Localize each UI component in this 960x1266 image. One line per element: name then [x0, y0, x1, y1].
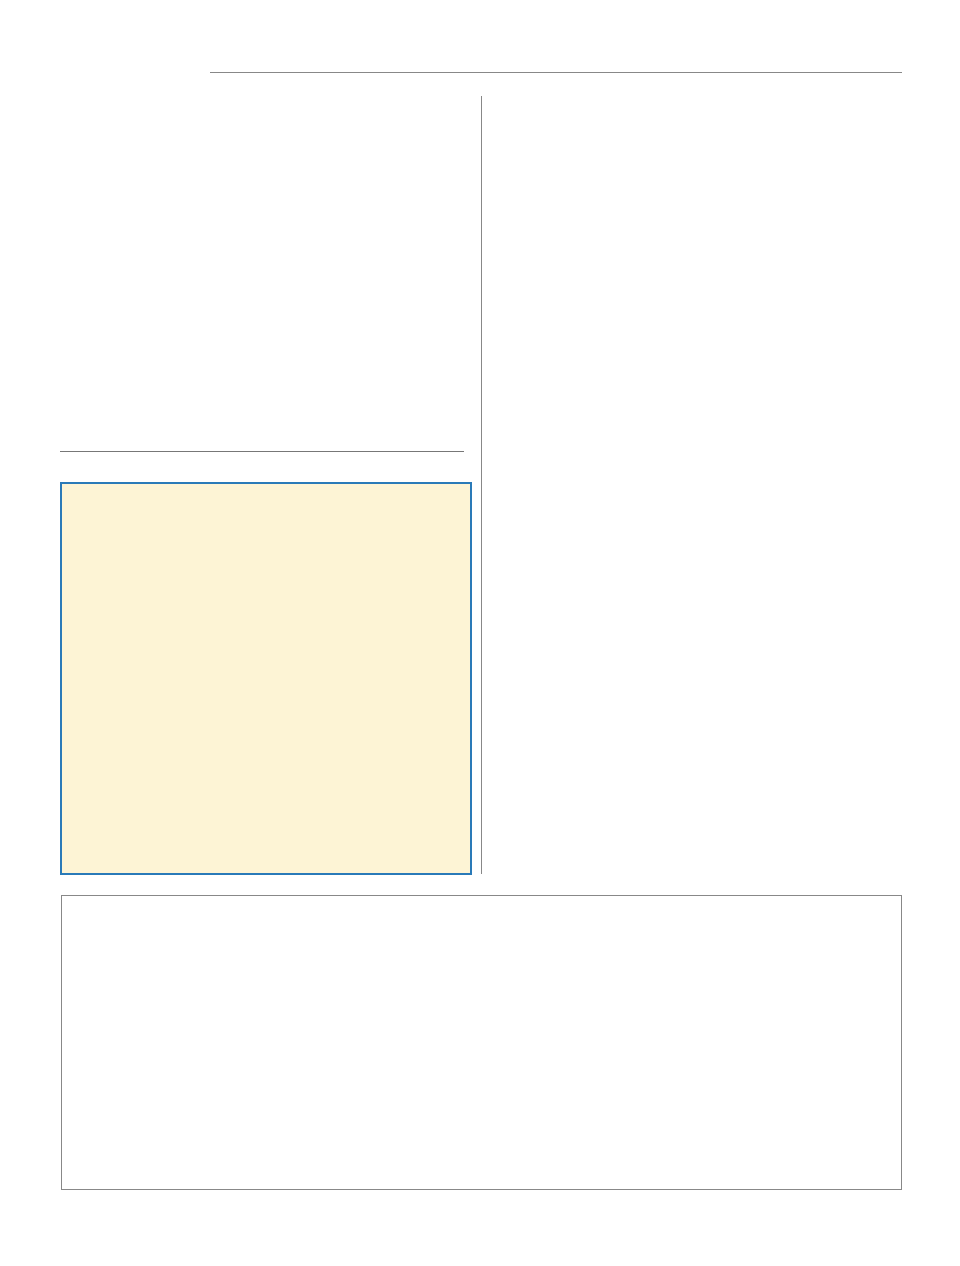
clergy-changes-box: [61, 895, 902, 1190]
header-rule: [210, 72, 902, 73]
ad-box: [60, 482, 472, 875]
review-rule: [60, 451, 464, 452]
review-paragraph-1: [60, 95, 464, 112]
column-divider: [481, 96, 482, 874]
review-article: [60, 95, 464, 112]
footer-left: [60, 1212, 76, 1227]
